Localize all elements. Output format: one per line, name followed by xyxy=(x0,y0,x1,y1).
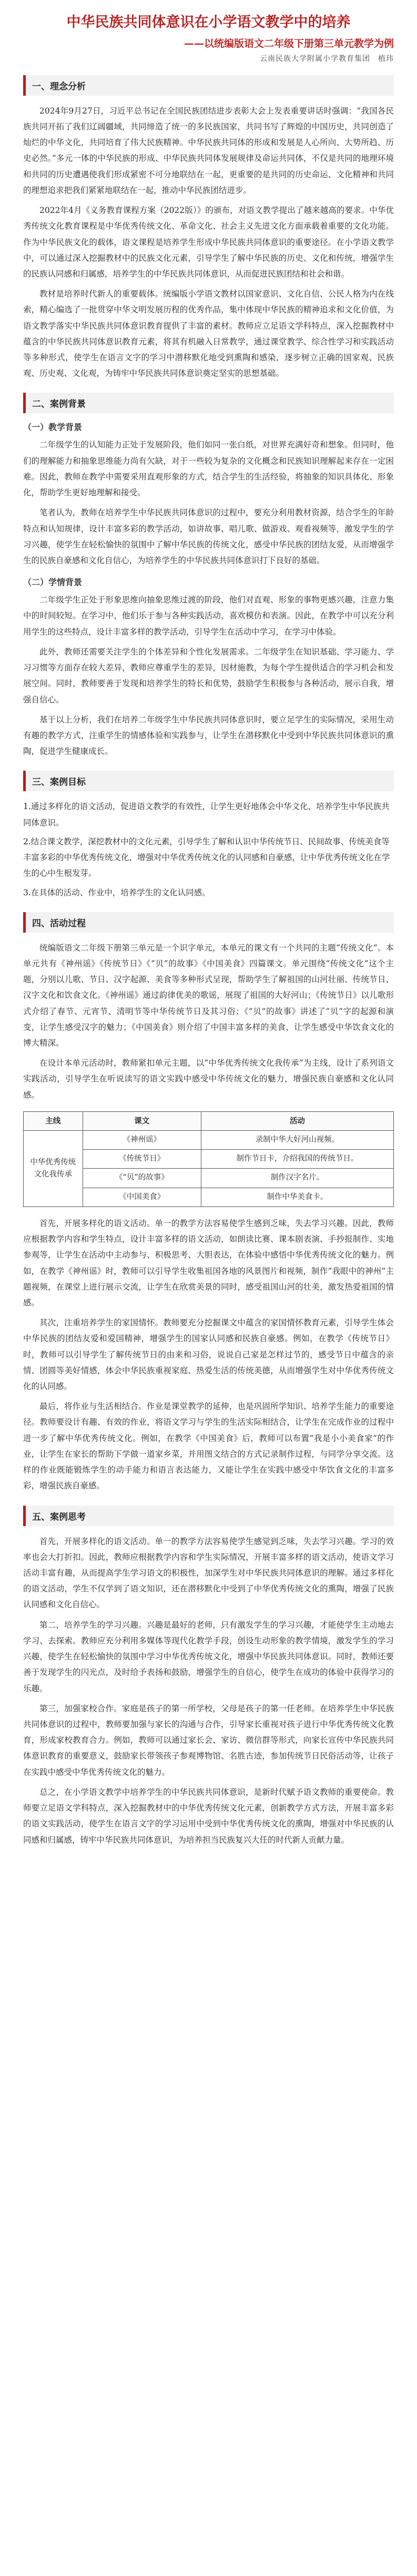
paragraph: 统编版语文二年级下册第三单元是一个识字单元，本单元的课文有一个共同的主题“传统文化”。本单元共有《神州谣》《传统节日》《“贝”的故事》《中国美食》四篇课文。单元围绕“传统文化”这个主题，分别以儿歌、节日、汉字起源、美食等多种形式呈现，帮助学生了解祖国的山河壮丽、传统节日、汉字文化和饮食文化。《神州谣》通过韵律优美的歌谣，展现了祖国的大好河山；《传统节日》以儿歌形式介绍了春节、元宵节、清明节等中华传统节日及其习俗；《“贝”的故事》讲述了“贝”字的起源和演变，让学生感受汉字的魅力；《中国美食》则介绍了中国丰富多样的美食，让学生感受中华饮食文化的博大精深。 xyxy=(23,943,394,1048)
paragraph: 最后，将作业与生活相结合。作业是课堂教学的延伸，也是巩固所学知识、培养学生能力的重要途径。教师要设计有趣、有效的作业，将语文学习与学生的生活实际相结合，让学生在完成作业的过程中进一步了解中华优秀传统文化。例如，在教学《中国美食》后，教师可以布置“我是小小美食家”的作业，让学生在家长的帮助下学做一道家乡菜，并用图文结合的方式记录制作过程，与同学分享交流。这样的作业既能锻炼学生的动手能力和语言表达能力，又能让学生在实践中感受中华饮食文化的丰富多彩，增强民族自豪感。 xyxy=(23,1402,394,1491)
paragraph: 二年级学生的认知能力正处于发展阶段，他们如同一张白纸，对世界充满好奇和想象。但同时，他们的理解能力和抽象思维能力尚有欠缺，对于一些较为复杂的文化概念和民族知识理解起来存在一定困难。因此，教师在教学中需要采用直观形象的方式，结合学生的生活经验，将抽象的知识具体化、形象化，帮助学生更好地理解和接受。 xyxy=(23,440,394,498)
table-cell-text: 《中国美食》 xyxy=(83,1188,201,1207)
goal-item: 1.通过多样化的语文活动，促进语文教学的有效性，让学生更好地体会中华文化，培养学生中华民族共同体意识。 xyxy=(23,802,390,827)
paragraph: 基于以上分析，我们在培养二年级学生中华民族共同体意识时，要立足学生的实际情况，采用生动有趣的教学方式，注重学生的情感体验和实践参与，让学生在潜移默化中受到中华民族共同体意识的熏陶，促进学生健康成长。 xyxy=(23,714,394,757)
paragraph: 总之，在小学语文教学中培养学生的中华民族共同体意识，是新时代赋予语文教师的重要使命。教师要立足语文学科特点，深入挖掘教材中的中华优秀传统文化元素，创新教学方式方法，开展丰富多彩的语文实践活动，使学生在语言文字的学习运用中受到中华优秀传统文化的熏陶，增强对中华民族的认同感和归属感，铸牢中华民族共同体意识，为培养担当民族复兴大任的时代新人贡献力量。 xyxy=(23,1787,394,1845)
article-subtitle: ——以统编版语文二年级下册第三单元教学为例 xyxy=(184,37,394,49)
table-cell-activity: 制作中华美食卡。 xyxy=(201,1188,393,1207)
section-heading-text: 三、案例目标 xyxy=(32,777,86,788)
table-cell-text: 《传统节日》 xyxy=(83,1150,201,1169)
section-heading-concept xyxy=(23,75,394,96)
section-heading-text: 二、案例背景 xyxy=(32,399,86,410)
paragraph: 首先，开展多样化的语文活动。单一的教学方法容易使学生感觉到乏味，失去学习兴趣。学习的效率也会大打折扣。因此，教师应根据教学内容和学生实际情况，开展丰富多样的语文活动，使语文学习活动丰富有趣，从而提高学生学习语文的积极性，加深学生对中华民族共同体意识的理解。通过多样化的语文活动，学生不仅学到了语文知识，还在潜移默化中受到了中华优秀传统文化的熏陶，增强了民族认同感和文化自信心。 xyxy=(23,1536,394,1610)
page-bottom-spacer xyxy=(23,1852,394,1873)
table-theme-cell: 中华优秀传统文化我传承 xyxy=(24,1131,83,1207)
paragraph: 笔者认为，教师在培养学生中华民族共同体意识的过程中，要充分利用教材资源，结合学生的年龄特点和认知规律，设计丰富多彩的教学活动，如讲故事、唱儿歌、做游戏、观看视频等，激发学生的学习兴趣，使学生在轻松愉快的氛围中了解中华民族的传统文化，感受中华民族的团结友爱，从而增强学生的民族自豪感和文化自信心，为培养学生的中华民族共同体意识打下良好的基础。 xyxy=(23,508,394,565)
paragraph: 第二，培养学生的学习兴趣。兴趣是最好的老师，只有激发学生的学习兴趣，才能使学生主动地去学习、去探索。教师应充分利用多媒体等现代化教学手段，创设生动形象的教学情境，激发学生的学习兴趣，使学生在轻松愉快的氛围中学习中华优秀传统文化，增强中华民族共同体意识。同时，教师还要善于发现学生的闪光点，及时给予表扬和鼓励，增强学生的自信心，使学生在成功的体验中获得学习的乐趣。 xyxy=(23,1620,394,1693)
goal-item: 2.结合课文教学，深挖教材中的文化元素，引导学生了解和认识中华传统节日、民间故事、传统美食等丰富多彩的中华优秀传统文化，增强对中华优秀传统文化的认同感和自豪感，让中华优秀传统文化在学生的心中生根发芽。 xyxy=(23,836,390,878)
table-cell-text: 《“贝”的故事》 xyxy=(83,1169,201,1188)
table-cell-activity: 制作汉字名片。 xyxy=(201,1169,393,1188)
article-title: 中华民族共同体意识在小学语文教学中的培养 xyxy=(66,14,351,30)
table-header-cell: 课文 xyxy=(83,1111,201,1130)
activity-table-wrapper xyxy=(23,1111,394,1207)
article-author: 云南民族大学附属小学教育集团 植玮 xyxy=(260,54,394,63)
table-cell-activity: 录制中华大好河山视频。 xyxy=(201,1131,393,1150)
paragraph: 2024年9月27日，习近平总书记在全国民族团结进步表彰大会上发表重要讲话时强调：“我国各民族共同开拓了我们辽阔疆域，共同缔造了统一的多民族国家，共同书写了辉煌的中国历史，共同创造了灿烂的中华文化，共同培育了伟大民族精神。中华民族共同体的形成和发展是人心所向、大势所趋、历史必然。”多元一体的中华民族的形成、中华民族共同体发展规律及命运共同体，不仅是共同的地理环境和共同的历史遭遇使我们形成紧密不可分地联结在一起，更重要的是共同的历史命运、文化精神和共同的理想追求把我们紧紧地联结在一起，推动中华民族团结进步。 xyxy=(23,106,394,195)
paragraph: 首先，开展多样化的语文活动。单一的教学方法容易使学生感到乏味，失去学习兴趣。因此，教师应根据教学内容和学生特点，设计丰富多样的语文活动，如朗读比赛、课本剧表演、手抄报制作、实地参观等，让学生在活动中主动参与、积极思考、大胆表达，在体验中感悟中华优秀传统文化的魅力。例如，在教学《神州谣》时，教师可以引导学生收集祖国各地的风景图片和视频，制作“我眼中的神州”主题视频，在课堂上进行展示交流，让学生在欣赏美景的同时，感受祖国山河的壮美，激发热爱祖国的情感。 xyxy=(23,1218,394,1307)
paragraph: 此外，教师还需要关注学生的个体差异和个性化发展需求。二年级学生在知识基础、学习能力、学习习惯等方面存在较大差异，教师应尊重学生的差异，因材施教，为每个学生提供适合的学习机会和发展空间。同时，教师要善于发现和培养学生的特长和优势，鼓励学生积极参与各种活动，展示自我，增强自信心。 xyxy=(23,647,394,704)
section-heading-text: 五、案例思考 xyxy=(32,1511,86,1522)
paragraph: 其次，注重培养学生的家国情怀。教师要充分挖掘课文中蕴含的家国情怀教育元素，引导学生体会中华民族的团结友爱和爱国精神，增强学生的国家认同感和民族自豪感。例如，在教学《传统节日》时，教师可以引导学生了解传统节日的由来和习俗，说说自己家是怎样过节的，感受节日中蕴含的亲情、团圆等美好情感，体会中华民族重视家庭、热爱生活的传统美德，从而增强学生对中华优秀传统文化的认同感。 xyxy=(23,1318,394,1392)
table-header-cell: 活动 xyxy=(201,1111,393,1130)
table-row xyxy=(24,1131,394,1150)
paragraph: 2022年4月《义务教育课程方案（2022版）》的颁布，对语文教学提出了越来越高的要求。中华优秀传统文化教育课程是中华优秀传统文化、革命文化、社会主义先进文化方面承载着重要的文化功能。作为中华民族文化的载体，语文课程是培养学生形成中华民族共同体意识的重要途径。在小学语文教学中，可以通过深入挖掘教材中的民族文化元素，引导学生了解中华民族的历史、文化和传统，增强学生的民族认同感和归属感，培养学生的中华民族共同体意识，从而促进民族团结和社会和谐。 xyxy=(23,206,394,279)
table-header-row xyxy=(24,1111,394,1130)
table-cell-activity: 制作节日卡，介绍我国的传统节日。 xyxy=(201,1150,393,1169)
activity-table xyxy=(23,1111,394,1207)
paragraph: 第三，加强家校合作。家庭是孩子的第一所学校，父母是孩子的第一任老师。在培养学生中华民族共同体意识的过程中，教师要加强与家长的沟通与合作，引导家长重视对孩子进行中华优秀传统文化教育，形成家校教育合力。例如，教师可以通过家长会、家访、微信群等形式，向家长宣传中华民族共同体意识教育的重要意义，鼓励家长带领孩子参观博物馆、名胜古迹，参加传统节日民俗活动等，让孩子在实践中感受中华优秀传统文化的魅力。 xyxy=(23,1703,394,1777)
table-header-cell: 主线 xyxy=(24,1111,83,1130)
goal-item: 3.在具体的活动、作业中，培养学生的文化认同感。 xyxy=(23,887,210,897)
table-cell-text: 《神州谣》 xyxy=(83,1131,201,1150)
section-heading-text: 一、理念分析 xyxy=(32,81,86,92)
section-heading-text: 四、活动过程 xyxy=(32,918,86,929)
section-heading-background xyxy=(23,393,394,413)
paragraph: 二年级学生正处于形象思维向抽象思维过渡的阶段，他们对直观、形象的事物更感兴趣，注意力集中的时间较短。在学习中，他们乐于参与各种实践活动，喜欢模仿和表演。因此，在教学中可以充分利用学生的这些特点，设计丰富多样的教学活动，引导学生在活动中学习，在学习中体验。 xyxy=(23,595,394,637)
section-heading-reflection xyxy=(23,1506,394,1526)
paragraph: 教材是培养时代新人的重要载体。统编版小学语文教材以国家意识、文化自信、公民人格为内在线索，精心编选了一批贯穿中华文明发展历程的优秀作品，集中体现中华民族的精神追求和文化价值，为语文教学落实中华民族共同体意识教育提供了丰富的素材。教师应立足语文学科特点，深入挖掘教材中蕴含的中华民族共同体意识教育元素，将其有机融入日常教学，通过课堂教学、综合性学习和实践活动等多种形式，使学生在语言文字的学习中潜移默化地受到熏陶和感染，逐步树立正确的国家观、民族观、历史观、文化观，为铸牢中华民族共同体意识奠定坚实的思想基础。 xyxy=(23,289,394,379)
section-heading-process xyxy=(23,912,394,933)
subsection-heading-learner: （二）学情背景 xyxy=(23,577,83,588)
paragraph: 在设计本单元活动时，教师紧扣单元主题，以“中华优秀传统文化我传承”为主线，设计了系列语文实践活动，引导学生在听说读写的语文实践中感受中华传统文化的魅力，增强民族自豪感和文化认同感。 xyxy=(23,1058,394,1100)
section-heading-goals xyxy=(23,771,394,791)
subsection-heading-teaching: （一）教学背景 xyxy=(23,422,83,433)
